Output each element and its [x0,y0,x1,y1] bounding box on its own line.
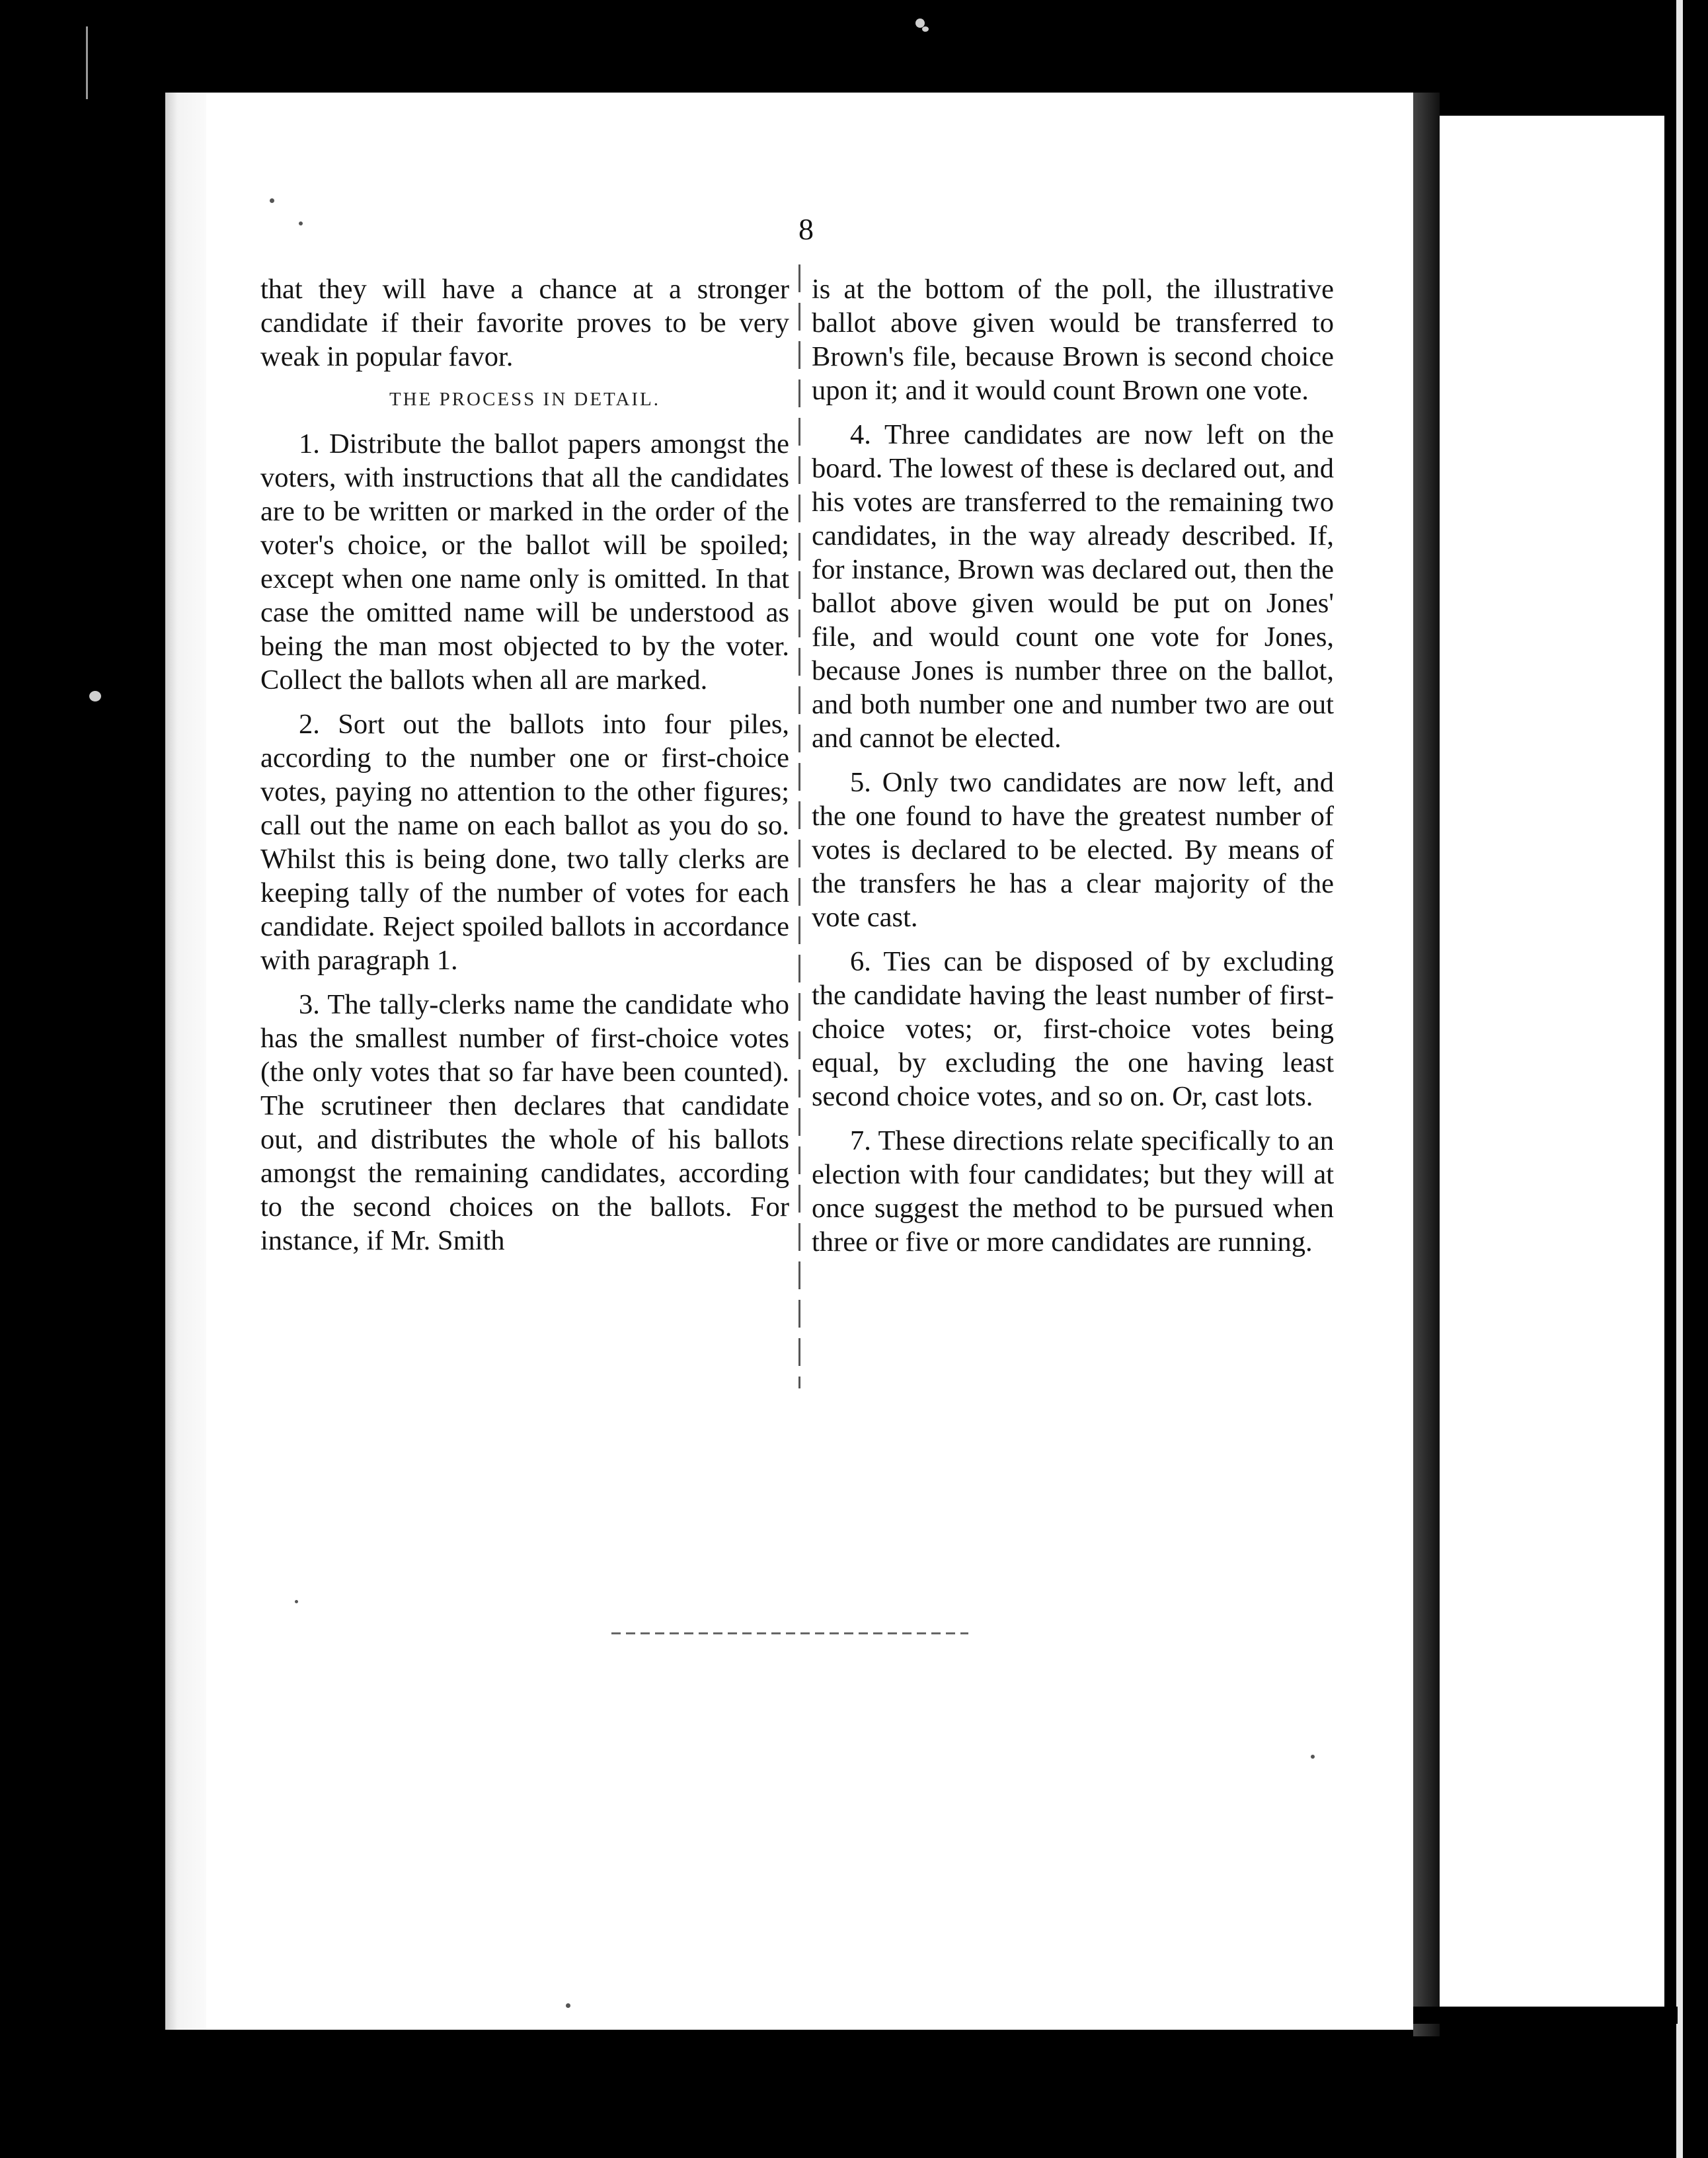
left-page-edge [165,93,206,2030]
paragraph-3-continuation: is at the bottom of the poll, the illustrative ballot above given would be transferred to Brown's file, because Brown is second choice upon it; and it would count Brown one vote. [812,274,1334,406]
paragraph-2: 2. Sort out the ballots into four piles, according to the number one or first-choice votes, paying no attention to the other figures; call out the name on each ballot as you do so. Whilst this is being done, two tally clerks are keeping tally of the number of votes for each candidate. Reject spoiled ballots in accordance with paragraph 1. [260,709,789,976]
right-page-bottom-edge [1413,2007,1678,2024]
film-speck [89,691,101,701]
page-speck [1311,1755,1315,1759]
column-divider [798,264,800,1388]
right-facing-page [1440,116,1664,2007]
paragraph-7: 7. These directions relate specifically to an election with four candidates; but they will at once suggest the method to be pursued when three or five or more candidates are running. [812,1125,1334,1258]
paragraph-1: 1. Distribute the ballot papers amongst the voters, with instructions that all the candidates are to be written or marked in the order of the voter's choice, or the ballot will be spoiled; except when one name only is omitted. In that case the omitted name will be understood as being the man most objected to by the voter. Collect the ballots when all are marked. [260,428,789,696]
paragraph-6: 6. Ties can be disposed of by excluding the candidate having the least number of first-choice votes; or, first-choice votes being equal, by excluding the one having least second choice votes, and so on. Or, cast lots. [812,946,1334,1112]
film-speck [922,26,929,32]
paragraph-5: 5. Only two candidates are now left, and the one found to have the greatest number of votes is declared to be elected. By means of the transfers he has a clear majority of the vote cast. [812,767,1334,933]
film-scratch [86,26,88,99]
left-text-column [260,272,789,1268]
paragraph-4: 4. Three candidates are now left on the board. The lowest of these is declared out, and his votes are transferred to the remaining two candidates, in the way already described. If, for instance, Brown was declared out, then the ballot above given would be put on Jones' file, and would count one vote for Jones, because Jones is number three on the ballot, and both number one and number two are out and cannot be elected. [812,419,1334,754]
page-speck [270,198,274,203]
page-speck [295,1600,298,1603]
section-heading: THE PROCESS IN DETAIL. [389,389,661,410]
right-text-column [812,272,1334,1269]
paragraph-intro-continuation: that they will have a chance at a stronger candidate if their favorite proves to be very weak in popular favor. [260,274,789,372]
page-number: 8 [798,212,814,246]
gutter-shadow [1413,93,1440,2036]
page-speck [299,221,303,225]
paragraph-3: 3. The tally-clerks name the candidate who has the smallest number of first-choice votes (the only votes that so far have been counted). The scrutineer then declares that candidate out, and distributes the whole of his ballots amongst the remaining candidates, according to the second choices on the ballots. For instance, if Mr. Smith [260,989,789,1256]
page-speck [566,2003,570,2008]
film-border [1676,0,1683,2158]
end-rule [611,1632,968,1634]
